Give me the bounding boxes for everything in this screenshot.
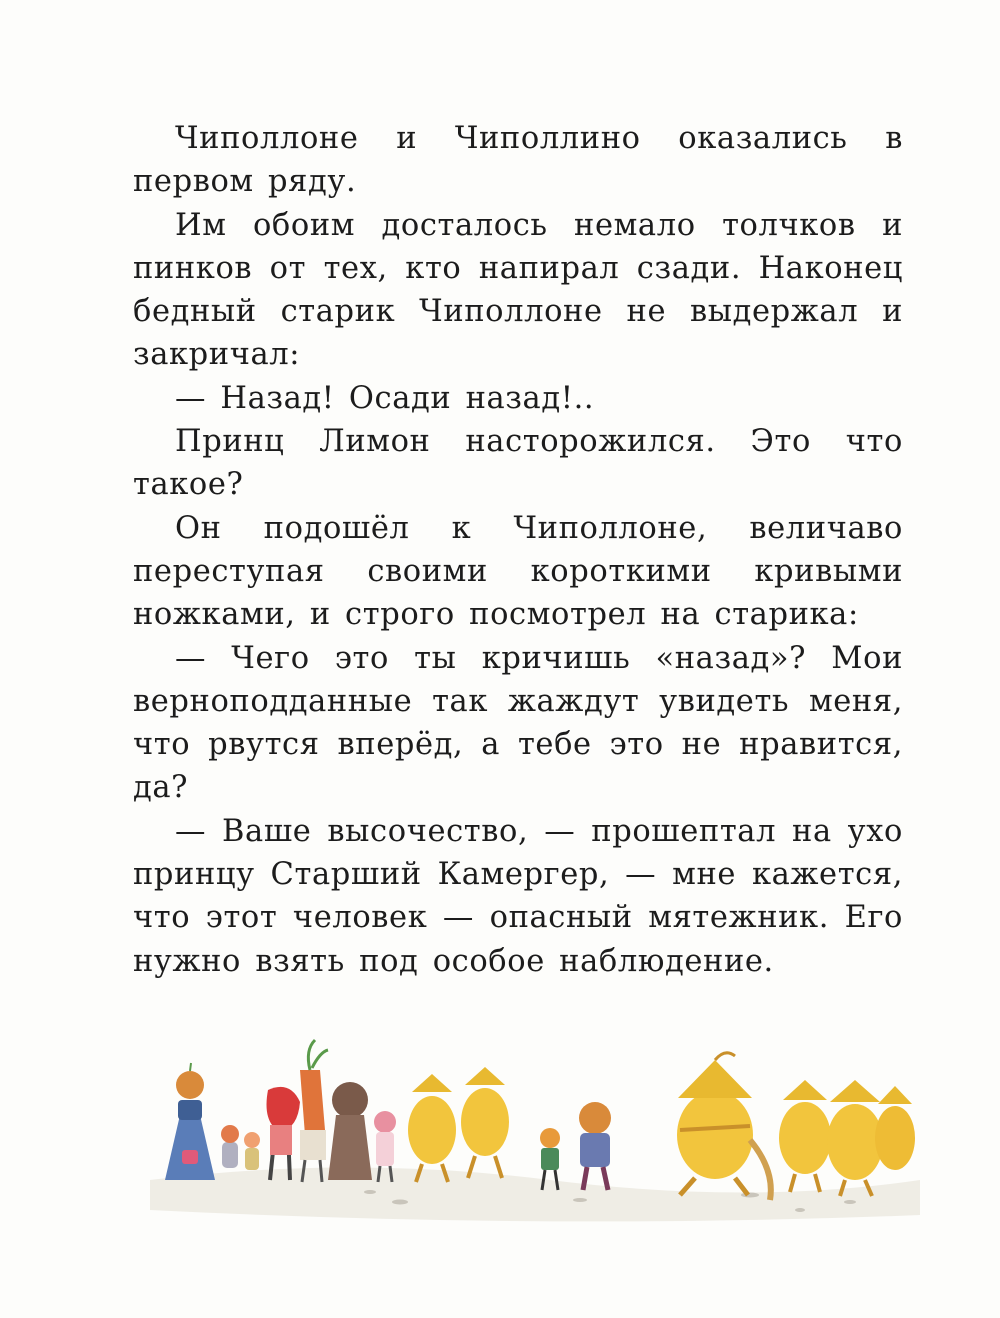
paragraph-1: Чиполлоне и Чиполлино оказались в первом ряду. (133, 121, 903, 200)
onion-lady-icon (165, 1063, 215, 1180)
paragraph-3: — Назад! Осади назад!.. (175, 380, 595, 416)
paragraph-2: Им обоим досталось немало толчков и пинков от тех, кто напирал сзади. Наконец бедный старик Чиполлоне не выдержал и закричал: (133, 207, 903, 373)
text-block (133, 117, 903, 983)
ground-shadow (150, 1168, 920, 1222)
cherry-child-icon (221, 1125, 260, 1170)
prince-lemon-icon (677, 1053, 771, 1200)
carrot-icon (300, 1040, 328, 1182)
paragraph-7: — Ваше высочество, — прошептал на ухо принцу Старший Камергер, — мне кажется, что этот человек — опасный мятежник. Его нужно взять под особое наблюдение. (133, 813, 903, 979)
lemon-soldier-icon (408, 1067, 509, 1182)
procession-illustration (150, 1030, 920, 1230)
cipollone-icon (579, 1102, 611, 1190)
paragraph-6: — Чего это ты кричишь «назад»? Мои верноподданные так жаждут увидеть меня, что рвутся вперёд, а тебе это не нравится, да? (133, 640, 903, 806)
lemon-guards-icon (779, 1080, 915, 1196)
pear-icon (328, 1082, 372, 1180)
strawberry-icon (267, 1087, 301, 1180)
paragraph-5: Он подошёл к Чиполлоне, величаво переступая своими короткими кривыми ножками, и строго посмотрел на старика: (133, 510, 903, 633)
paragraph-4: Принц Лимон насторожился. Это что такое? (133, 424, 903, 503)
